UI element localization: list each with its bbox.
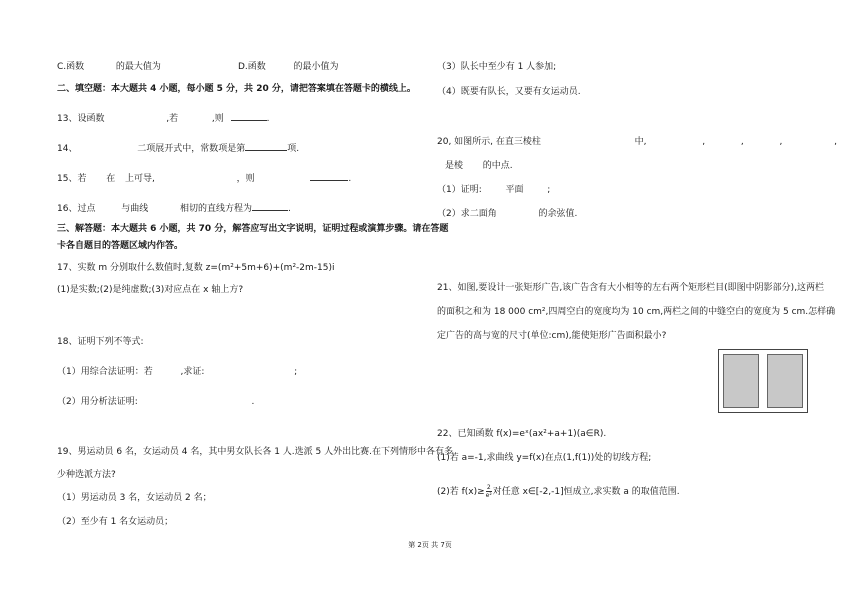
q16-text-3: 相切的直线方程为 bbox=[179, 204, 252, 214]
answer-blank bbox=[245, 141, 287, 151]
question-19-part-3: （3）队长中至少有 1 人参加; bbox=[437, 62, 557, 72]
q22-p2-text-2: 对任意 x∈[-2,-1]恒成立,求实数 a 的取值范围. bbox=[492, 487, 680, 497]
q20-text-3: 是棱 bbox=[445, 161, 464, 171]
q15-text-4: ，则 bbox=[236, 174, 255, 184]
page-footer: 第 2页 共 7页 bbox=[408, 541, 452, 549]
q20-comma-4: , bbox=[834, 137, 838, 147]
q18-p2-text-2: . bbox=[251, 397, 255, 407]
q20-text-2: 中, bbox=[634, 137, 647, 147]
option-c-label: C.函数 bbox=[57, 62, 85, 72]
q13-text-1: 13、设函数 bbox=[57, 114, 105, 124]
q20-p2-text-2: 的余弦值. bbox=[538, 209, 578, 219]
q22-p2-text-1: (2)若 f(x)≥ bbox=[437, 487, 485, 497]
option-d bbox=[238, 61, 339, 73]
q15-text-2: 在 bbox=[106, 174, 116, 184]
q20-p1-text-2: 平面 bbox=[505, 185, 524, 195]
q16-text-1: 16、过点 bbox=[57, 204, 96, 214]
question-22-part-2 bbox=[437, 484, 680, 499]
question-17: 17、实数 m 分别取什么数值时,复数 z=(m²+5m+6)+(m²-2m-15)i bbox=[57, 263, 335, 273]
question-21-cont-1: 的面积之和为 18 000 cm²,四周空白的宽度均为 10 cm,两栏之间的中缝空白的宽度为 5 cm.怎样确 bbox=[437, 307, 836, 317]
q16-text-2: 与曲线 bbox=[121, 204, 149, 214]
question-22: 22、已知函数 f(x)=eˣ(ax²+a+1)(a∈R). bbox=[437, 429, 607, 439]
question-17-parts: (1)是实数;(2)是纯虚数;(3)对应点在 x 轴上方? bbox=[57, 285, 244, 295]
q14-text-3: 项. bbox=[287, 144, 300, 154]
section-2-heading: 二、填空题：本大题共 4 小题，每小题 5 分，共 20 分，请把答案填在答题卡的横线上。 bbox=[57, 84, 416, 94]
q20-p2-text-1: （2）求二面角 bbox=[437, 209, 497, 219]
question-20 bbox=[437, 136, 837, 148]
question-18: 18、证明下列不等式: bbox=[57, 337, 144, 347]
question-14 bbox=[57, 141, 299, 155]
answer-blank bbox=[252, 201, 288, 211]
option-d-label: D.函数 bbox=[238, 62, 266, 72]
section-3-heading: 三、解答题：本大题共 6 小题，共 70 分，解答应写出文字说明，证明过程或演算步骤。请在答题 bbox=[57, 224, 449, 234]
q13-text-2: ,若 bbox=[166, 114, 179, 124]
question-16: 16、过点 与曲线 相切的直线方程为 . bbox=[57, 201, 291, 215]
question-20-cont bbox=[445, 160, 513, 172]
q18-p1-text-2: ,求证: bbox=[180, 367, 205, 377]
advertisement-figure bbox=[718, 349, 808, 413]
question-20-part-2 bbox=[437, 208, 577, 220]
q20-comma-3: , bbox=[779, 137, 783, 147]
option-d-text: 的最小值为 bbox=[293, 62, 339, 72]
question-19-cont: 少种选派方法? bbox=[57, 470, 116, 480]
section-3-heading-cont: 卡各自题目的答题区域内作答。 bbox=[57, 241, 184, 251]
question-22-part-1: (1)若 a=-1,求曲线 y=f(x)在点(1,f(1))处的切线方程; bbox=[437, 453, 652, 463]
answer-blank bbox=[231, 111, 267, 121]
question-19: 19、男运动员 6 名，女运动员 4 名，其中男女队长各 1 人.选派 5 人外出比赛.在下列情形中各有多 bbox=[57, 447, 453, 457]
q20-text-1: 20, 如图所示, 在直三棱柱 bbox=[437, 137, 541, 147]
option-c-text: 的最大值为 bbox=[115, 62, 161, 72]
right-column-shaded bbox=[767, 354, 803, 408]
question-13: 13、设函数 ,若 ,则 . bbox=[57, 111, 269, 125]
q15-text-3: 上可导, bbox=[124, 174, 155, 184]
answer-blank bbox=[310, 171, 348, 181]
fraction-denominator: e² bbox=[485, 492, 492, 499]
question-18-part-1 bbox=[57, 366, 297, 378]
question-19-part-1: （1）男运动员 3 名，女运动员 2 名； bbox=[57, 493, 212, 503]
q20-p1-text-1: （1）证明: bbox=[437, 185, 482, 195]
q18-p1-text-3: ; bbox=[294, 367, 298, 377]
question-20-part-1 bbox=[437, 184, 550, 196]
q18-p1-text-1: （1）用综合法证明：若 bbox=[57, 367, 153, 377]
question-19-part-4: （4）既要有队长，又要有女运动员. bbox=[437, 87, 581, 97]
q20-comma-2: , bbox=[740, 137, 744, 147]
fraction bbox=[486, 484, 492, 499]
option-c bbox=[57, 61, 161, 73]
q20-comma-1: , bbox=[702, 137, 706, 147]
question-15: 15、若 在 上可导, ，则 . bbox=[57, 171, 351, 185]
q20-text-4: 的中点. bbox=[482, 161, 513, 171]
fraction-numerator: 2 bbox=[486, 484, 491, 491]
question-18-part-2 bbox=[57, 396, 254, 408]
question-19-part-2: （2）至少有 1 名女运动员； bbox=[57, 517, 174, 527]
q15-text-1: 15、若 bbox=[57, 174, 87, 184]
q14-text-1: 14、 bbox=[57, 144, 78, 154]
question-21-cont-2: 定广告的高与宽的尺寸(单位:cm),能使矩形广告面积最小? bbox=[437, 331, 667, 341]
q14-text-2: 二项展开式中，常数项是第 bbox=[137, 144, 246, 154]
q13-text-3: ,则 bbox=[211, 114, 224, 124]
left-column-shaded bbox=[723, 354, 759, 408]
q20-p1-text-3: ; bbox=[547, 185, 551, 195]
q18-p2-text-1: （2）用分析法证明: bbox=[57, 397, 138, 407]
question-21: 21、如图,要设计一张矩形广告,该广告含有大小相等的左右两个矩形栏目(即图中阴影部分),这两栏 bbox=[437, 283, 825, 293]
